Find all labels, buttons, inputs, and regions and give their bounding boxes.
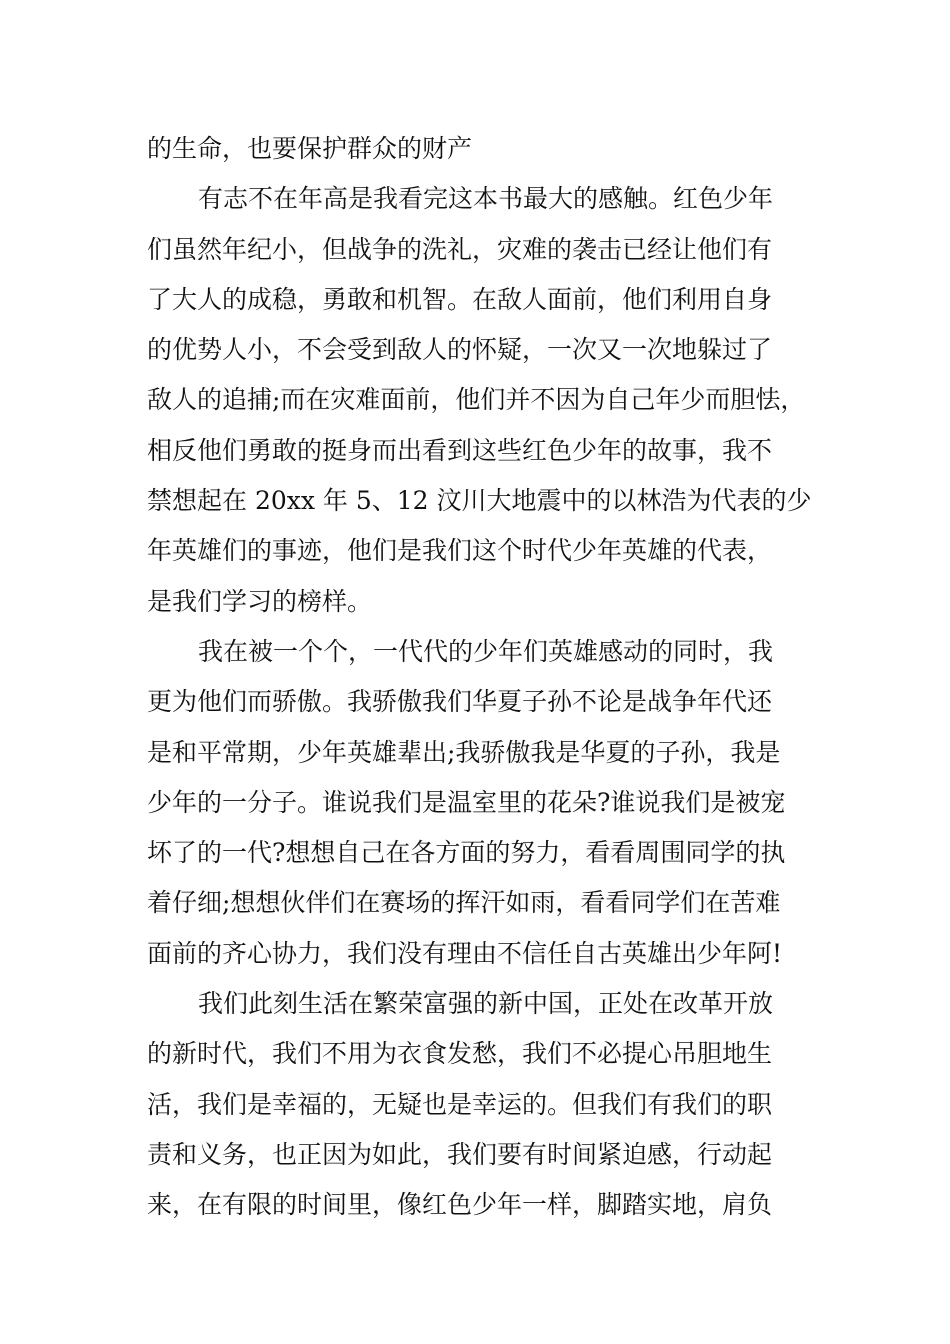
text-line: 的优势人小，不会受到敌人的怀疑，一次又一次地躲过了 xyxy=(147,335,773,365)
paragraph-first-line: 有志不在年高是我看完这本书最大的感触。红色少年 xyxy=(198,184,774,214)
text-line: 是和平常期，少年英雄辈出;我骄傲我是华夏的子孙，我是 xyxy=(147,737,781,767)
text-line: 相反他们勇敢的挺身而出看到这些红色少年的故事，我不 xyxy=(147,435,773,465)
text-line: 着仔细;想想伙伴们在赛场的挥汗如雨，看看同学们在苦难 xyxy=(147,888,781,918)
text-line: 少年的一分子。谁说我们是温室里的花朵?谁说我们是被宠 xyxy=(147,787,786,817)
text-line: 们虽然年纪小，但战争的洗礼，灾难的袭击已经让他们有 xyxy=(147,234,773,264)
text-line: 是我们学习的榜样。 xyxy=(147,586,373,616)
text-line: 来，在有限的时间里，像红色少年一样，脚踏实地，肩负 xyxy=(147,1190,773,1220)
text-line: 面前的齐心协力，我们没有理由不信任自古英雄出少年阿! xyxy=(147,938,783,968)
text-line: 活，我们是幸福的，无疑也是幸运的。但我们有我们的职 xyxy=(147,1089,773,1119)
paragraph-first-line: 我在被一个个，一代代的少年们英雄感动的同时，我 xyxy=(198,636,774,666)
text-line: 了大人的成稳，勇敢和机智。在敌人面前，他们利用自身 xyxy=(147,284,773,314)
document-body xyxy=(147,124,812,1231)
text-line: 坏了的一代?想想自己在各方面的努力，看看周围同学的执 xyxy=(147,838,786,868)
text-line: 更为他们而骄傲。我骄傲我们华夏子孙不论是战争年代还 xyxy=(147,687,773,717)
paragraph-first-line: 我们此刻生活在繁荣富强的新中国，正处在改革开放 xyxy=(198,989,774,1019)
text-line: 的新时代，我们不用为衣食发愁，我们不必提心吊胆地生 xyxy=(147,1039,773,1069)
text-line: 的生命，也要保护群众的财产 xyxy=(147,134,473,163)
text-line: 年英雄们的事迹，他们是我们这个时代少年英雄的代表， xyxy=(147,536,773,566)
text-line: 禁想起在 20xx 年 5、12 汶川大地震中的以林浩为代表的少 xyxy=(147,486,812,516)
text-line: 敌人的追捕;而在灾难面前，他们并不因为自己年少而胆怯， xyxy=(147,385,806,415)
text-line: 责和义务，也正因为如此，我们要有时间紧迫感，行动起 xyxy=(147,1139,773,1169)
